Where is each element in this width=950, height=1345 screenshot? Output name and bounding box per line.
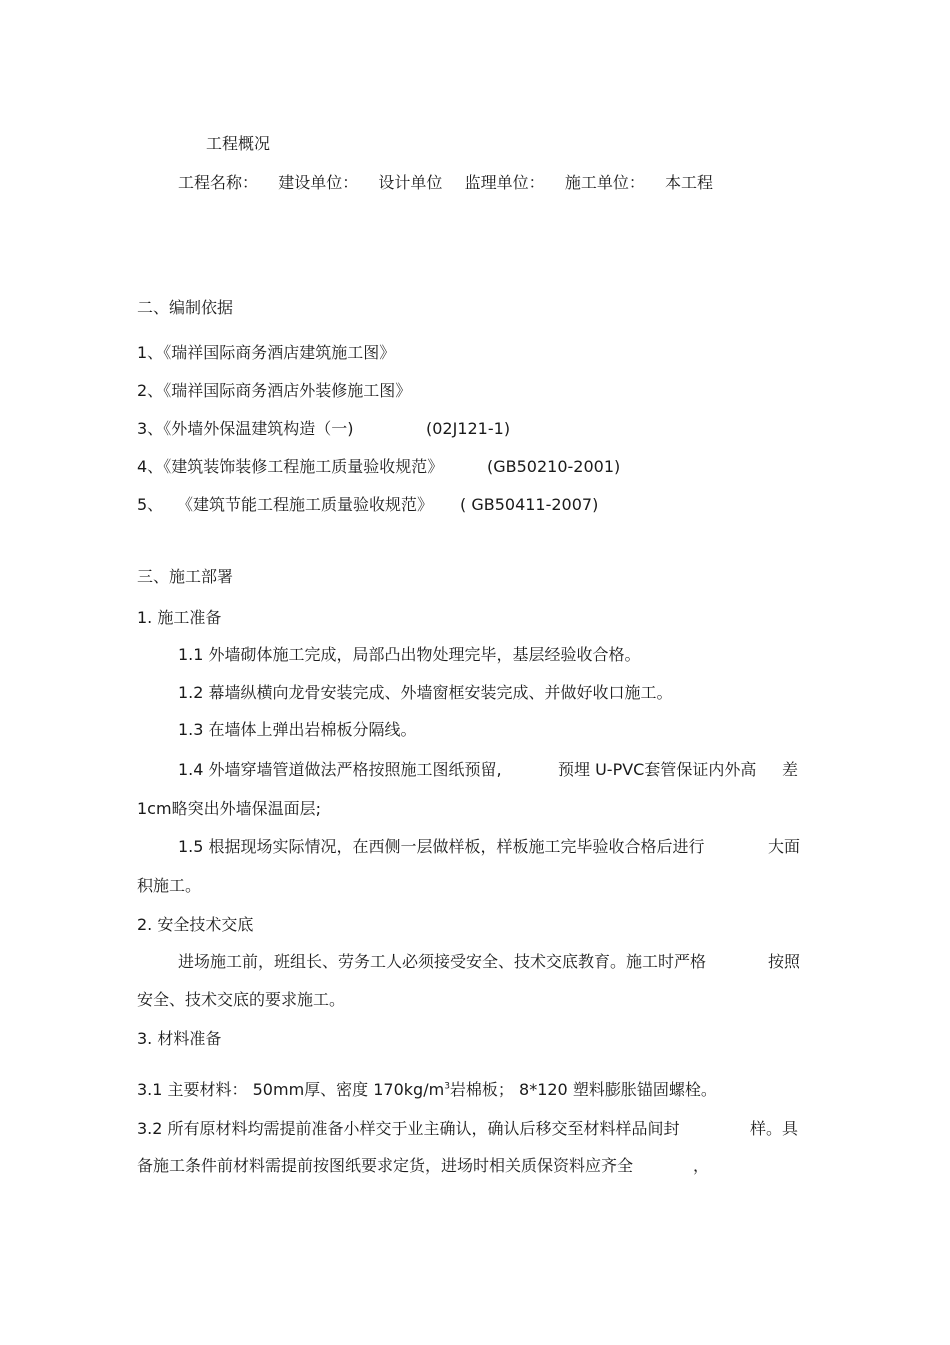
item-text: 《建筑节能工程施工质量验收规范》 bbox=[177, 495, 434, 514]
section-2-title: 2. 安全技术交底 bbox=[137, 915, 254, 934]
item-code: (GB50210-2001) bbox=[487, 457, 621, 476]
item-number: 5、 bbox=[137, 495, 164, 514]
paragraph-1-5a: 1.5 根据现场实际情况，在西侧一层做样板，样板施工完毕验收合格后进行 bbox=[178, 837, 705, 856]
item-text: 《外墙外保温建筑构造（一) bbox=[163, 419, 354, 438]
paragraph-3-2d: ， bbox=[693, 1156, 710, 1175]
paragraph-3-2b: 样。具 bbox=[750, 1119, 799, 1138]
basis-item-5 bbox=[137, 495, 599, 515]
paragraph-1-4b: 预埋 U-PVC套管保证内外高 bbox=[558, 760, 757, 779]
field-supervisor: 监理单位： bbox=[464, 173, 545, 192]
item-text: 《瑞祥国际商务酒店外装修施工图》 bbox=[163, 381, 412, 400]
item-code: (02J121-1) bbox=[426, 419, 511, 438]
paragraph-1-4d: 1cm略突出外墙保温面层; bbox=[137, 799, 321, 818]
item-code: ( GB50411-2007) bbox=[460, 495, 599, 514]
text-segment: 岩棉板； 8*120 塑料膨胀锚固螺栓。 bbox=[449, 1080, 717, 1099]
item-number: 1、 bbox=[137, 343, 164, 362]
basis-item-1 bbox=[137, 343, 395, 363]
overview-title: 工程概况 bbox=[206, 134, 271, 153]
item-text: 《瑞祥国际商务酒店建筑施工图》 bbox=[163, 343, 396, 362]
overview-fields bbox=[178, 173, 713, 193]
paragraph-3-2c: 备施工条件前材料需提前按图纸要求定货，进场时相关质保资料应齐全 bbox=[137, 1156, 634, 1175]
field-this-project: 本工程 bbox=[665, 173, 714, 192]
paragraph-3-1 bbox=[137, 1080, 717, 1100]
paragraph-1-5b: 大面 bbox=[768, 837, 801, 856]
field-project-name: 工程名称： bbox=[178, 173, 259, 192]
paragraph-2a: 进场施工前，班组长、劳务工人必须接受安全、技术交底教育。施工时严格 bbox=[178, 952, 707, 971]
paragraph-1-3: 1.3 在墙体上弹出岩棉板分隔线。 bbox=[178, 720, 417, 739]
item-number: 2、 bbox=[137, 381, 164, 400]
superscript: 3 bbox=[444, 1081, 450, 1092]
field-designer: 设计单位 bbox=[378, 173, 443, 192]
item-text: 《建筑装饰装修工程施工质量验收规范》 bbox=[163, 457, 444, 476]
paragraph-1-4a: 1.4 外墙穿墙管道做法严格按照施工图纸预留, bbox=[178, 760, 502, 779]
section-3-title: 3. 材料准备 bbox=[137, 1029, 222, 1048]
basis-item-4 bbox=[137, 457, 621, 477]
paragraph-1-4c: 差 bbox=[782, 760, 799, 779]
basis-item-3 bbox=[137, 419, 511, 439]
paragraph-3-2a: 3.2 所有原材料均需提前准备小样交于业主确认，确认后移交至材料样品间封 bbox=[137, 1119, 680, 1138]
item-number: 3、 bbox=[137, 419, 164, 438]
section-1-title: 1. 施工准备 bbox=[137, 608, 222, 627]
paragraph-1-5c: 积施工。 bbox=[137, 876, 202, 895]
field-contractor: 施工单位： bbox=[564, 173, 645, 192]
paragraph-2b: 按照 bbox=[768, 952, 801, 971]
paragraph-1-2: 1.2 幕墙纵横向龙骨安装完成、外墙窗框安装完成、并做好收口施工。 bbox=[178, 683, 673, 702]
basis-heading: 二、编制依据 bbox=[137, 298, 234, 317]
basis-item-2 bbox=[137, 381, 411, 401]
deploy-heading: 三、施工部署 bbox=[137, 567, 234, 586]
paragraph-2c: 安全、技术交底的要求施工。 bbox=[137, 990, 346, 1009]
text-segment: 3.1 主要材料： 50mm厚、密度 170kg/m bbox=[137, 1080, 445, 1099]
field-owner: 建设单位： bbox=[278, 173, 359, 192]
paragraph-1-1: 1.1 外墙砌体施工完成，局部凸出物处理完毕，基层经验收合格。 bbox=[178, 645, 641, 664]
item-number: 4、 bbox=[137, 457, 164, 476]
